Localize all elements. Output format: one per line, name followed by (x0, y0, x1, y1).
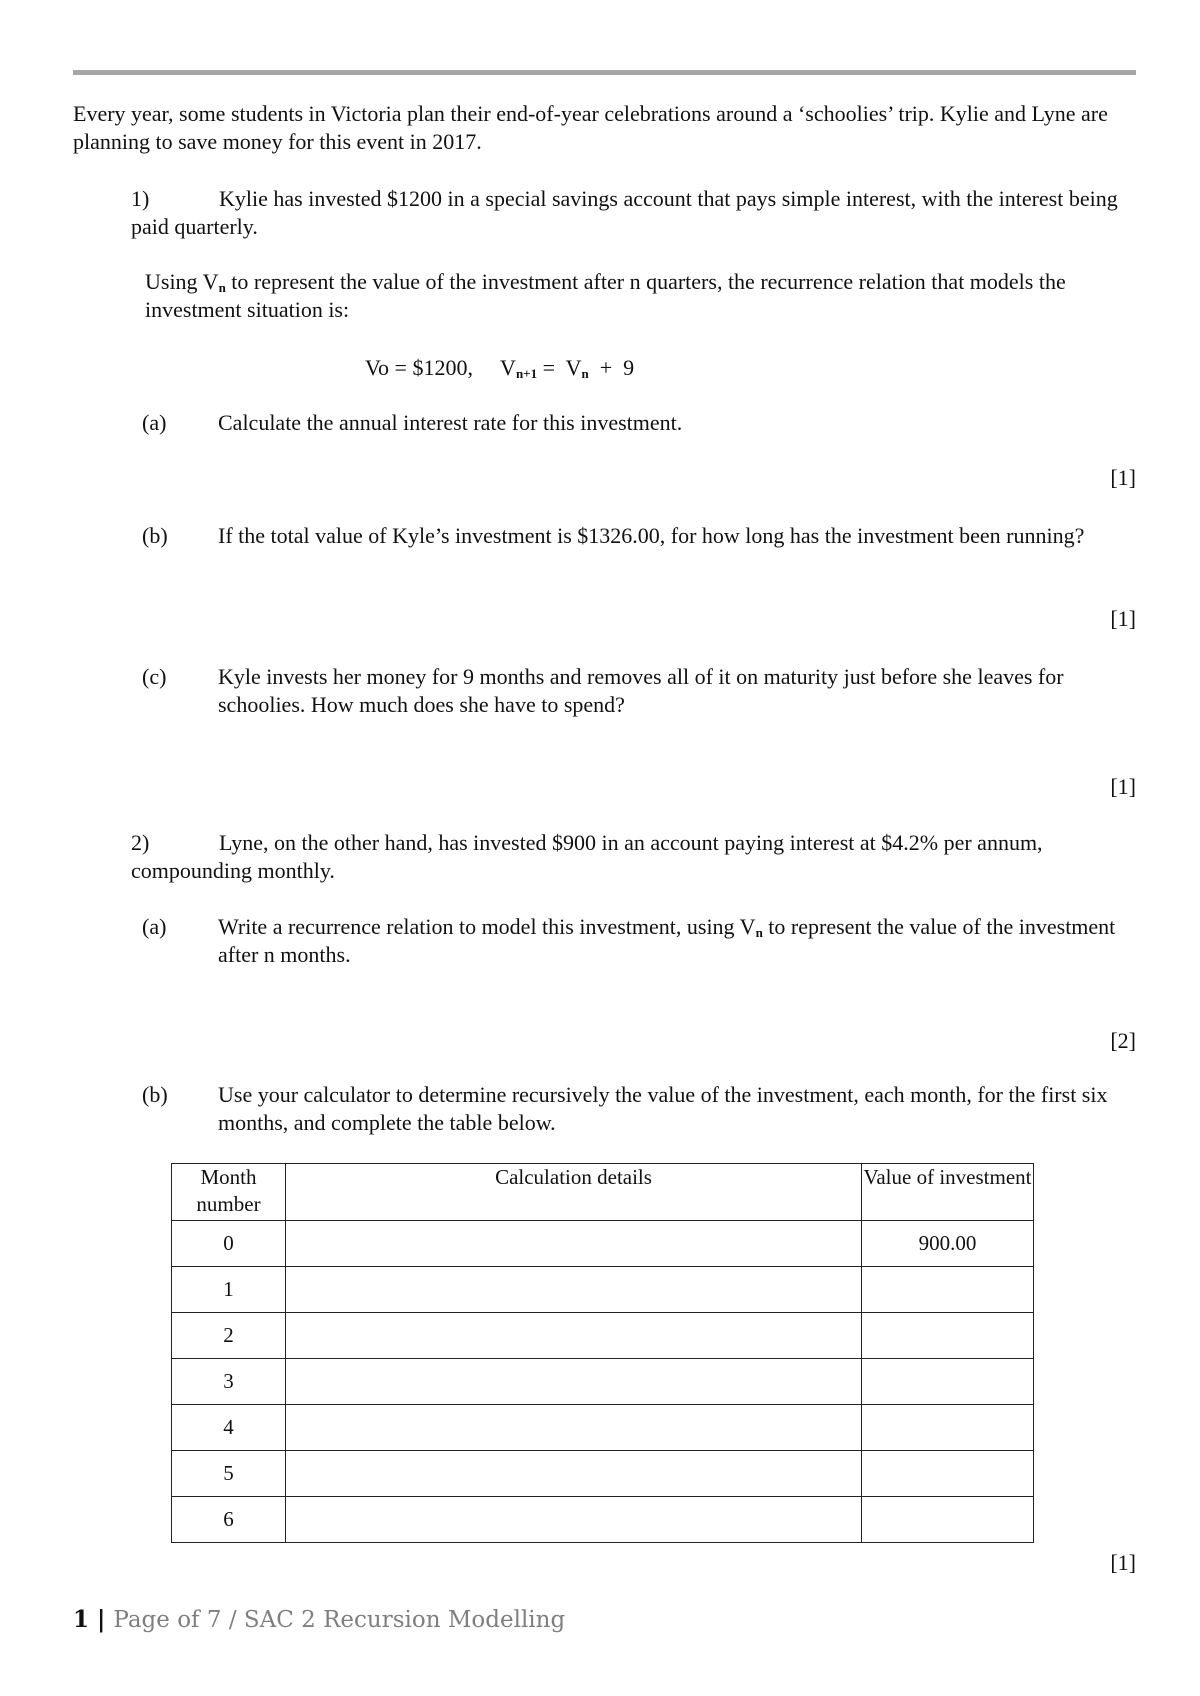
question-2a: (a) Write a recurrence relation to model this investment, using $V_n$ to represent the value of the investment after n months. (142, 914, 1116, 967)
table-row (172, 1405, 1034, 1451)
table-row (172, 1267, 1034, 1313)
recurrence-formula: Vo = $1200, $V_{n+1} = V_n + 9$ (365, 355, 635, 381)
month-cell: 0 (172, 1221, 286, 1267)
footer-document-info: Page of 7 / SAC 2 Recursion Modelling (113, 1607, 566, 1633)
table-row (172, 1359, 1034, 1405)
question-2a-mark: [2] (1110, 1028, 1136, 1053)
header-month-number: Month number (172, 1164, 286, 1221)
question-1-text: Kylie has invested $1200 in a special savings account that pays simple interest, with the interest being paid quarterly. (131, 186, 1118, 239)
calculation-cell[interactable] (286, 1267, 862, 1313)
footer-page-number: 1 (73, 1606, 90, 1633)
calculation-cell[interactable] (286, 1497, 862, 1543)
page-footer (73, 1605, 565, 1635)
question-1c-mark: [1] (1110, 774, 1136, 799)
table-row (172, 1497, 1034, 1543)
question-2b-text: Use your calculator to determine recursively the value of the investment, each month, for the first six months, and complete the table below. (218, 1082, 1108, 1135)
calculation-cell[interactable] (286, 1451, 862, 1497)
table-row (172, 1313, 1034, 1359)
month-cell: 1 (172, 1267, 286, 1313)
question-1b-label: (b) (142, 523, 168, 548)
question-1c-text: Kyle invests her money for 9 months and removes all of it on maturity just before she leaves for schoolies. How much does she have to spend? (218, 664, 1064, 717)
question-1c (142, 663, 1135, 719)
investment-table (171, 1163, 1034, 1543)
month-cell: 6 (172, 1497, 286, 1543)
footer-separator: | (89, 1606, 114, 1633)
question-1b-text: If the total value of Kyle’s investment is $1326.00, for how long has the investment been running? (218, 523, 1085, 548)
question-2 (131, 829, 1141, 885)
value-cell[interactable] (862, 1313, 1034, 1359)
question-2b-label: (b) (142, 1082, 168, 1107)
question-2-text: Lyne, on the other hand, has invested $900 in an account paying interest at $4.2% per annum, compounding monthly. (131, 830, 1043, 883)
question-1a (142, 409, 1135, 437)
table-row (172, 1221, 1034, 1267)
question-2b (142, 1081, 1135, 1137)
question-1-number: 1) (131, 186, 150, 211)
question-1 (131, 185, 1131, 241)
question-1b (142, 522, 1135, 550)
calculation-cell[interactable] (286, 1221, 862, 1267)
value-cell[interactable] (862, 1267, 1034, 1313)
value-cell[interactable] (862, 1497, 1034, 1543)
question-1-model-description: Using $V_n$ to represent the value of the investment after n quarters, the recurrence relation that models the investment situation is: (145, 269, 1066, 322)
month-cell: 3 (172, 1359, 286, 1405)
calculation-cell[interactable] (286, 1359, 862, 1405)
question-1a-text: Calculate the annual interest rate for this investment. (218, 410, 683, 435)
value-cell[interactable] (862, 1359, 1034, 1405)
question-2-number: 2) (131, 830, 150, 855)
value-cell[interactable]: 900.00 (862, 1221, 1034, 1267)
month-cell: 4 (172, 1405, 286, 1451)
value-cell[interactable] (862, 1451, 1034, 1497)
calculation-cell[interactable] (286, 1313, 862, 1359)
table-header-row (172, 1164, 1034, 1221)
header-value-of-investment: Value of investment (862, 1164, 1034, 1221)
question-1b-mark: [1] (1110, 606, 1136, 631)
calculation-cell[interactable] (286, 1405, 862, 1451)
question-1c-label: (c) (142, 664, 167, 689)
question-2a-label: (a) (142, 914, 167, 939)
header-calculation-details: Calculation details (286, 1164, 862, 1221)
question-1a-mark: [1] (1110, 465, 1136, 490)
table-row (172, 1451, 1034, 1497)
value-cell[interactable] (862, 1405, 1034, 1451)
question-1a-label: (a) (142, 410, 167, 435)
header-rule (73, 70, 1136, 75)
month-cell: 2 (172, 1313, 286, 1359)
month-cell: 5 (172, 1451, 286, 1497)
question-2b-mark: [1] (1110, 1550, 1136, 1575)
intro-paragraph: Every year, some students in Victoria plan their end-of-year celebrations around a ‘schoolies’ trip. Kylie and Lyne are planning to save money for this event in 2017. (73, 101, 1108, 154)
